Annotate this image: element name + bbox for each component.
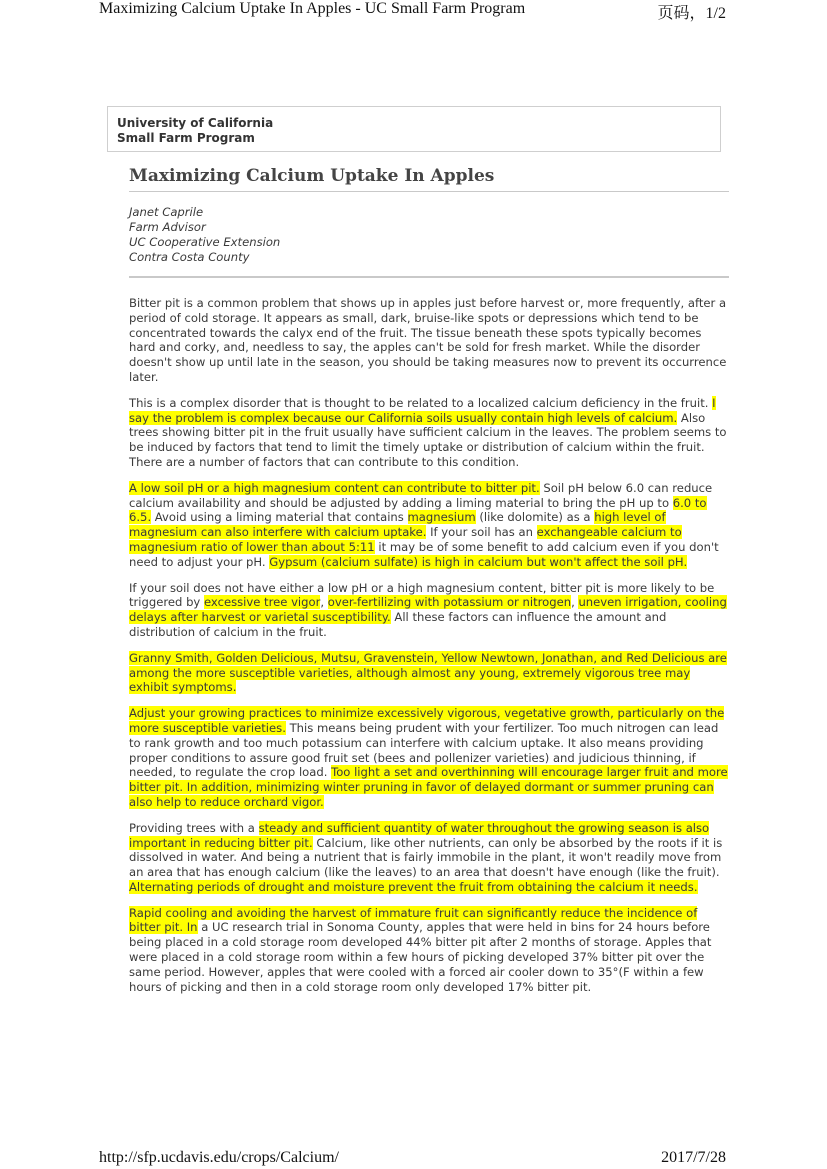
org-name-line2: Small Farm Program	[117, 131, 255, 145]
highlighted-text: Rapid cooling and avoiding the harvest of immature fruit can significantly reduce the incidence of bitter pit. In	[129, 905, 698, 935]
highlighted-text: I say the problem is complex because our California soils usually contain high levels of calcium.	[129, 395, 716, 425]
paragraph-text: Bitter pit is a common problem that shows up in apples just before harvest or, more frequently, after a period of cold storage. It appears as small, dark, bruise-like spots or depressions which tend to be concentrated towards the calyx end of the fruit. The tissue beneath these spots typically becomes hard and corky, and, needless to say, the apples can't be sold for fresh market. While the disorder doesn't show up until late in the season, you should be taking measures now to prevent its occurrence later.	[129, 296, 727, 384]
body-paragraph	[129, 296, 729, 385]
paragraph-text: ,	[320, 595, 328, 610]
paragraph-text: This means being prudent with your fertilizer. Too much nitrogen can lead to rank growth and too much potassium can interfere with calcium uptake. It also means providing proper conditions to assure good fruit set (bees and pollenizer varieties) and judicious thinning, if needed, to regulate the crop load.	[129, 720, 719, 780]
paragraph-text: Calcium, like other nutrients, can only be absorbed by the roots if it is dissolved in water. And being a nutrient that is fairly immobile in the plant, it won't readily move from an area that has enough calcium (like the leaves) to an area that doesn't have enough (like the fruit).	[129, 835, 723, 880]
body-paragraph	[129, 821, 729, 895]
body-paragraph	[129, 396, 729, 470]
print-header-title: Maximizing Calcium Uptake In Apples - UC Small Farm Program	[99, 0, 526, 17]
article	[129, 163, 729, 1005]
highlighted-text: uneven irrigation, cooling delays after harvest or varietal susceptibility.	[129, 595, 727, 625]
author-block	[129, 205, 729, 265]
paragraph-text: Soil pH below 6.0 can reduce calcium availability and should be adjusted by adding a liming material to bring the pH up to	[129, 480, 713, 510]
highlighted-text: excessive tree vigor	[203, 595, 321, 610]
highlighted-text: exchangeable calcium to magnesium ratio of lower than about 5:11	[129, 525, 682, 554]
paragraph-text: This is a complex disorder that is thought to be related to a localized calcium deficiency in the fruit.	[129, 395, 713, 410]
author-name: Janet Caprile	[129, 205, 204, 219]
highlighted-text: high level of magnesium can also interfere with calcium uptake.	[129, 510, 666, 540]
paragraph-text: a UC research trial in Sonoma County, apples that were held in bins for 24 hours before being placed in a cold storage room developed 44% bitter pit after 2 months of storage. Apples that were placed in a cold storage room within a few hours of picking developed 37% bitter pit over the same period. However, apples that were cooled with a forced air cooler down to 35°(F within a few hours of picking and then in a cold storage room only developed 17% bitter pit.	[129, 920, 712, 994]
print-footer	[0, 1149, 827, 1169]
print-header	[0, 0, 827, 24]
highlighted-text: Too light a set and overthinning will encourage larger fruit and more bitter pit. In addition, minimizing winter pruning in favor of delayed dormant or summer pruning can also help to reduce orchard vigor.	[129, 765, 728, 809]
body-paragraph	[129, 581, 729, 640]
paragraph-text: Providing trees with a	[129, 820, 259, 835]
paragraph-text: Also trees showing bitter pit in the fruit usually have sufficient calcium in the leaves. The problem seems to be induced by factors that tend to limit the timely uptake or distribution of calcium within the fruit. There are a number of factors that can contribute to this condition.	[129, 410, 727, 469]
author-org: UC Cooperative Extension	[129, 235, 281, 249]
body-paragraph	[129, 481, 729, 570]
author-role: Farm Advisor	[129, 220, 206, 234]
author-county: Contra Costa County	[129, 250, 250, 264]
highlighted-text: Granny Smith, Golden Delicious, Mutsu, Gravenstein, Yellow Newtown, Jonathan, and Red Delicious are among the more susceptible varieties, although almost any young, extremely vigorous tree may exhibit symptoms.	[129, 650, 727, 695]
print-footer-date: 2017/7/28	[661, 1149, 726, 1166]
body-paragraph	[129, 706, 729, 810]
article-title: Maximizing Calcium Uptake In Apples	[129, 163, 729, 192]
paragraph-text: ,	[571, 595, 579, 610]
highlighted-text: A low soil pH or a high magnesium content can contribute to bitter pit.	[129, 480, 540, 495]
print-footer-url: http://sfp.ucdavis.edu/crops/Calcium/	[99, 1149, 339, 1166]
body-paragraph	[129, 906, 729, 995]
highlighted-text: Adjust your growing practices to minimize excessively vigorous, vegetative growth, particularly on the more susceptible varieties.	[129, 706, 725, 735]
org-name-line1: University of California	[117, 116, 274, 130]
highlighted-text: 6.0 to 6.5.	[129, 495, 707, 525]
paragraph-text: All these factors can influence the amount and distribution of calcium in the fruit.	[129, 610, 667, 639]
paragraph-text: (like dolomite) as a	[475, 510, 595, 525]
highlighted-text: magnesium	[407, 510, 476, 525]
paragraph-text: If your soil has an	[426, 525, 537, 540]
paragraph-text: it may be of some benefit to add calcium even if you don't need to adjust your pH.	[129, 539, 719, 569]
highlighted-text: Gypsum (calcium sulfate) is high in calcium but won't affect the soil pH.	[269, 554, 688, 569]
highlighted-text: over-fertilizing with potassium or nitrogen	[327, 595, 572, 610]
divider	[129, 276, 729, 278]
highlighted-text: steady and sufficient quantity of water throughout the growing season is also important in reducing bitter pit.	[129, 820, 710, 850]
highlighted-text: Alternating periods of drought and moisture prevent the fruit from obtaining the calcium it needs.	[129, 879, 698, 894]
paragraph-text: Avoid using a liming material that contains	[151, 510, 408, 525]
print-header-page: 页码，1/2	[657, 5, 726, 22]
body-paragraph	[129, 651, 729, 695]
article-body	[129, 296, 729, 994]
paragraph-text: If your soil does not have either a low pH or a high magnesium content, bitter pit is more likely to be triggered by	[129, 580, 715, 610]
org-banner	[107, 106, 721, 152]
